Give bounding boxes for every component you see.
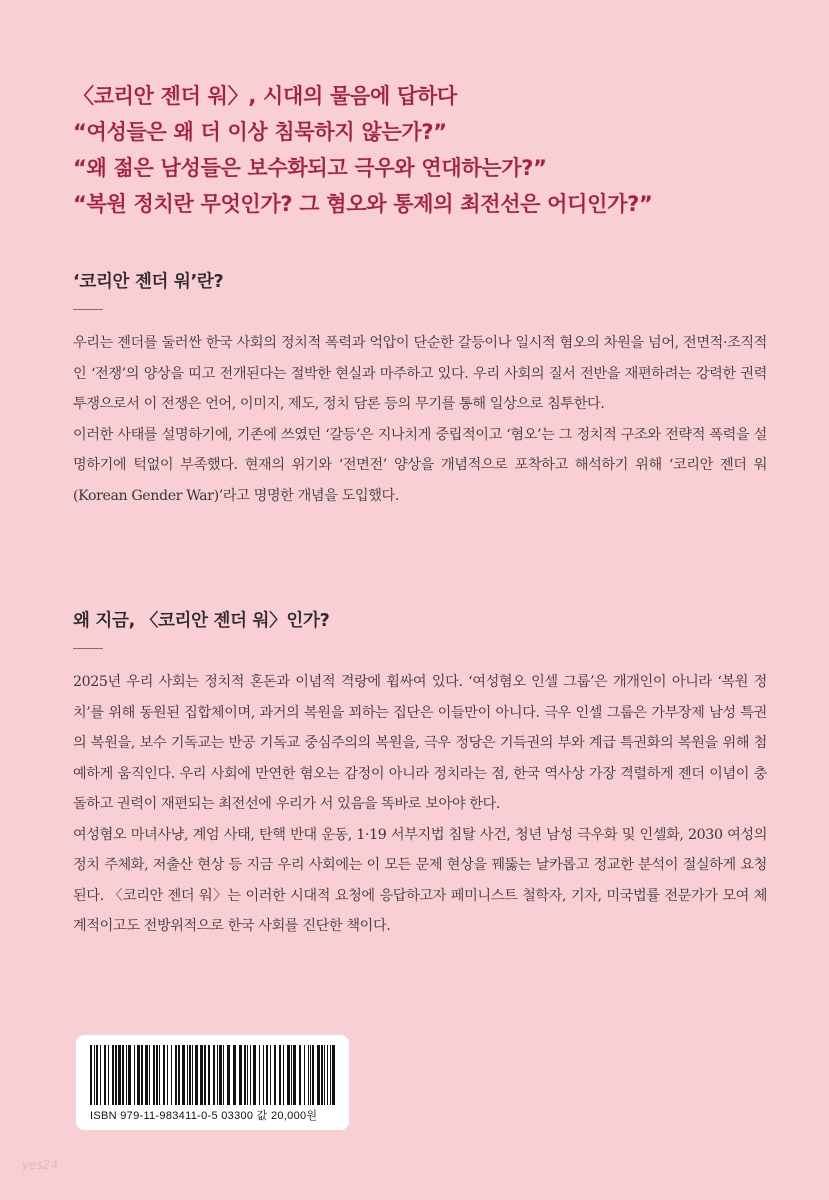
headline-block	[73, 78, 793, 222]
watermark-logo: yes24	[22, 1158, 59, 1172]
headline-line-2: “여성들은 왜 더 이상 침묵하지 않는가?”	[73, 120, 447, 144]
section-title: ‘코리안 젠더 워’란?	[73, 272, 224, 292]
body-paragraph: 우리는 젠더를 둘러싼 한국 사회의 정치적 폭력과 억압이 단순한 갈등이나 일시적 혐오의 차원을 넘어, 전면적·조직적인 ‘전쟁’의 양상을 띠고 전개된다는 절박한 현실과 마주하고 있다. 우리 사회의 질서 전반을 재편하려는 강력한 권력 투쟁으로서 이 전쟁은 언어, 이미지, 제도, 정치 담론 등의 무기를 통해 일상으로 침투한다.	[73, 335, 767, 412]
headline-line-3: “왜 젊은 남성들은 보수화되고 극우와 연대하는가?”	[73, 156, 547, 180]
section-why-now	[73, 607, 767, 942]
body-paragraph: 여성혐오 마녀사냥, 계엄 사태, 탄핵 반대 운동, 1·19 서부지법 침탈 사건, 청년 남성 극우화 및 인셀화, 2030 여성의 정치 주체화, 저출산 현상 등 지금 우리 사회에는 이 모든 문제 현상을 꿰뚫는 날카롭고 정교한 분석이 절실하게 요청된다. 〈코리안 젠더 워〉는 이러한 시대적 요청에 응답하고자 페미니스트 철학자, 기자, 미국법률 전문가가 모여 체계적이고도 전방위적으로 한국 사회를 진단한 책이다.	[73, 826, 767, 934]
body-paragraph: 2025년 우리 사회는 정치적 혼돈과 이념적 격랑에 휩싸여 있다. ‘여성혐오 인셀 그룹’은 개개인이 아니라 ‘복원 정치’를 위해 동원된 집합체이며, 과거의 복원을 꾀하는 집단은 이들만이 아니다. 극우 인셀 그룹은 가부장제 남성 특권의 복원을, 보수 기독교는 반공 기독교 중심주의의 복원을, 극우 정당은 기득권의 부와 계급 특권화의 복원을 위해 첨예하게 움직인다. 우리 사회에 만연한 혐오는 감정이 아니라 정치라는 점, 한국 역사상 가장 격렬하게 젠더 이념이 충돌하고 권력이 재편되는 최전선에 우리가 서 있음을 똑바로 보아야 한다.	[73, 674, 767, 812]
barcode-icon	[90, 1045, 335, 1105]
isbn-price-label: ISBN 979-11-983411-0-5 03300 값 20,000원	[90, 1110, 318, 1122]
headline-line-1: 〈코리안 젠더 워〉, 시대의 물음에 답하다	[73, 84, 457, 108]
section-what-is	[73, 268, 767, 511]
section-title: 왜 지금, 〈코리안 젠더 워〉인가?	[73, 611, 330, 631]
barcode-panel	[76, 1035, 349, 1130]
section-divider	[73, 648, 103, 649]
body-paragraph: 이러한 사태를 설명하기에, 기존에 쓰였던 ‘갈등’은 지나치게 중립적이고 ‘혐오’는 그 정치적 구조와 전략적 폭력을 설명하기에 턱없이 부족했다. 현재의 위기와 ‘전면전’ 양상을 개념적으로 포착하고 해석하기 위해 ‘코리안 젠더 워(Korean Gender War)’라고 명명한 개념을 도입했다.	[73, 426, 767, 504]
section-divider	[73, 309, 103, 310]
headline-line-4: “복원 정치란 무엇인가? 그 혐오와 통제의 최전선은 어디인가?”	[73, 192, 653, 216]
